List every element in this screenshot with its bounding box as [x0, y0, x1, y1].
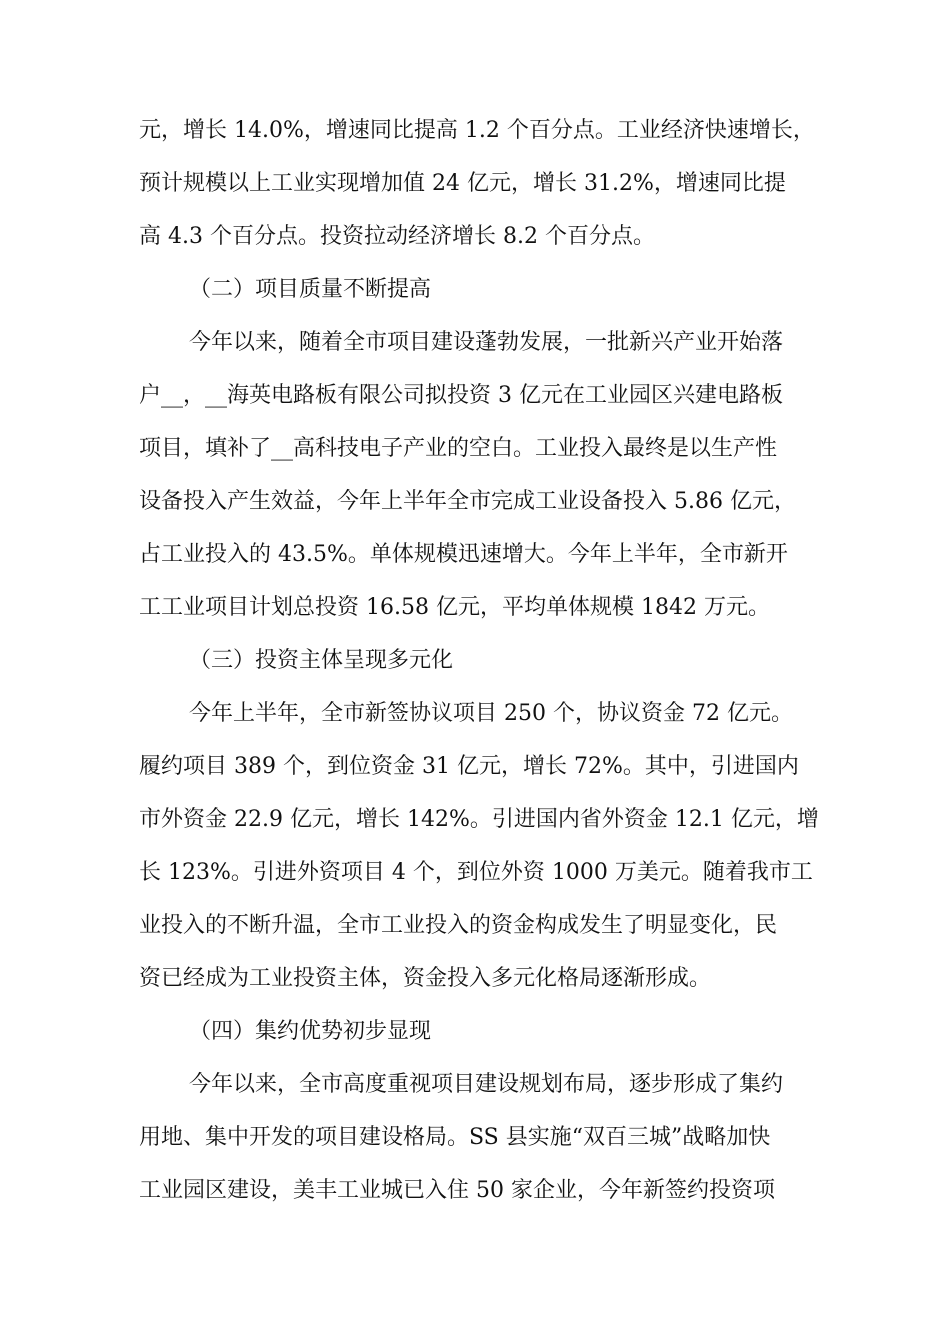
text-line: 履约项目 389 个，到位资金 31 亿元，增长 72%。其中，引进国内	[139, 754, 799, 779]
text-line: 用地、集中开发的项目建设格局。SS 县实施“双百三城”战略加快	[139, 1125, 771, 1150]
section-heading: （三）投资主体呈现多元化	[189, 648, 454, 673]
section-heading: （四）集约优势初步显现	[189, 1019, 432, 1044]
text-line: 设备投入产生效益，今年上半年全市完成工业设备投入 5.86 亿元，	[139, 489, 796, 514]
text-line: 预计规模以上工业实现增加值 24 亿元，增长 31.2%，增速同比提	[139, 171, 786, 196]
paragraph-first-line: 今年以来，随着全市项目建设蓬勃发展，一批新兴产业开始落	[189, 330, 784, 355]
text-line: 元，增长 14.0%，增速同比提高 1.2 个百分点。工业经济快速增长，	[139, 118, 815, 143]
text-line: 资已经成为工业投资主体，资金投入多元化格局逐渐形成。	[139, 966, 712, 991]
text-line: 工业园区建设，美丰工业城已入住 50 家企业，今年新签约投资项	[139, 1178, 775, 1203]
text-line: 业投入的不断升温，全市工业投入的资金构成发生了明显变化，民	[139, 913, 778, 938]
section-heading: （二）项目质量不断提高	[189, 277, 432, 302]
text-line: 市外资金 22.9 亿元，增长 142%。引进国内省外资金 12.1 亿元，增	[139, 807, 819, 832]
text-line: 工工业项目计划总投资 16.58 亿元，平均单体规模 1842 万元。	[139, 595, 770, 620]
text-line: 户__，__海英电路板有限公司拟投资 3 亿元在工业园区兴建电路板	[139, 383, 783, 408]
text-line: 高 4.3 个百分点。投资拉动经济增长 8.2 个百分点。	[139, 224, 655, 249]
text-line: 项目，填补了__高科技电子产业的空白。工业投入最终是以生产性	[139, 436, 778, 461]
paragraph-first-line: 今年以来，全市高度重视项目建设规划布局，逐步形成了集约	[189, 1072, 784, 1097]
paragraph-first-line: 今年上半年，全市新签协议项目 250 个，协议资金 72 亿元。	[189, 701, 793, 726]
text-line: 占工业投入的 43.5%。单体规模迅速增大。今年上半年，全市新开	[139, 542, 788, 567]
text-line: 长 123%。引进外资项目 4 个，到位外资 1000 万美元。随着我市工	[139, 860, 813, 885]
